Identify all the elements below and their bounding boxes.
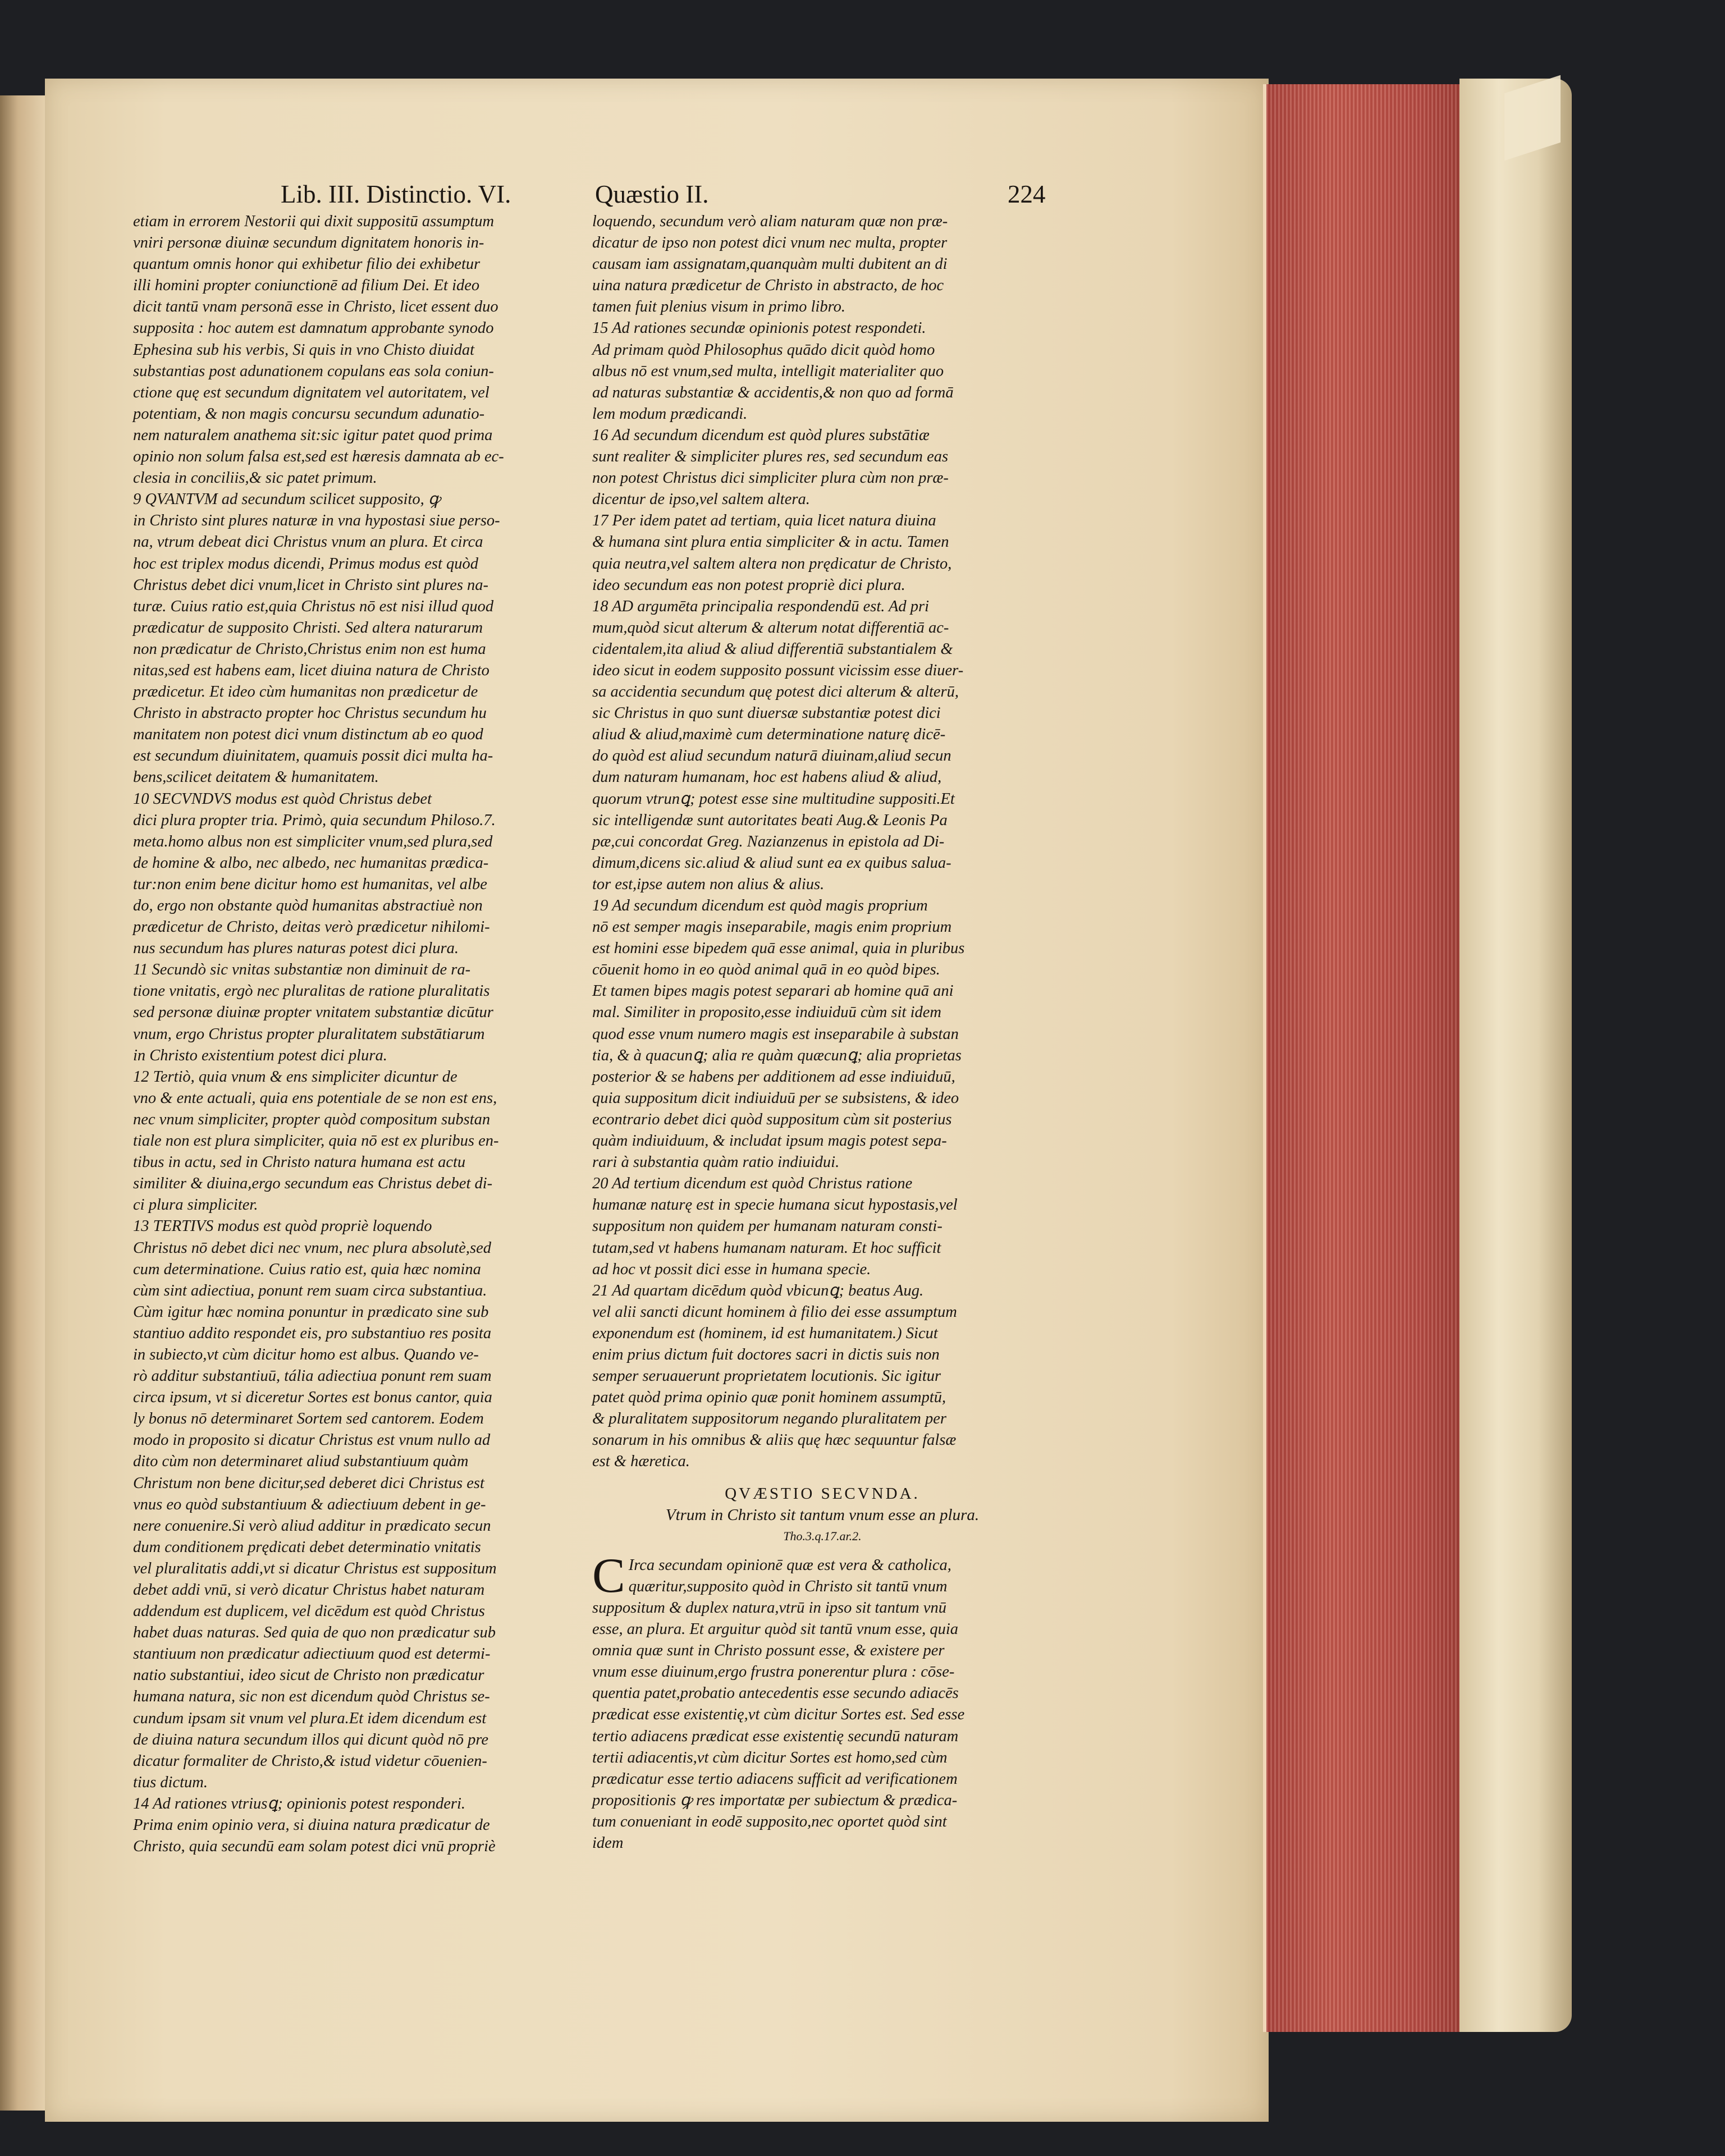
text-line: humanæ naturę est in specie humana sicut hypostasis,vel <box>592 1196 958 1214</box>
text-line: prædicatur de supposito Christi. Sed altera naturarum <box>133 619 483 637</box>
text-line: pæ,cui concordat Greg. Nazianzenus in epistola ad Di- <box>592 832 945 850</box>
text-line: vniri personæ diuinæ secundum dignitatem honoris in- <box>133 234 484 252</box>
left-column <box>133 211 585 1857</box>
text-line: meta.homo albus non est simpliciter vnum,sed plura,sed <box>133 832 493 850</box>
text-line: tertio adiacens prædicat esse existentię secundū naturam <box>592 1727 959 1745</box>
text-line: enim prius dictum fuit doctores sacri in dictis suis non <box>592 1345 940 1363</box>
text-line: dum conditionem prędicati debet determinatio vnitatis <box>133 1538 481 1556</box>
text-line: 12 Tertiò, quia vnum & ens simpliciter dicuntur de <box>133 1068 457 1086</box>
text-line: prædicetur. Et ideo cùm humanitas non prædicetur de <box>133 683 478 701</box>
text-line: ideo sicut in eodem supposito possunt vicissim esse diuer- <box>592 661 964 679</box>
running-head-left: Lib. III. Distinctio. VI. <box>281 180 511 208</box>
text-line: econtrario debet dici quòd suppositum cùm sit posterius <box>592 1110 952 1128</box>
text-line: quàm indiuiduum, & includat ipsum magis potest sepa- <box>592 1132 947 1150</box>
text-line: prædicat esse existentię,vt cùm dicitur Sortes est. Sed esse <box>592 1706 965 1724</box>
text-line: humana natura, sic non est dicendum quòd Christus se- <box>133 1688 490 1706</box>
text-line: cum determinatione. Cuius ratio est, quia hæc nomina <box>133 1260 481 1278</box>
text-line: de diuina natura secundum illos qui dicunt quòd nō pre <box>133 1731 489 1748</box>
text-line: ly bonus nō determinaret Sortem sed cantorem. Eodem <box>133 1410 484 1428</box>
text-line: de homine & albo, nec albedo, nec humanitas prædica- <box>133 854 489 872</box>
text-line: nitas,sed est habens eam, licet diuina natura de Christo <box>133 661 489 679</box>
text-line: 20 Ad tertium dicendum est quòd Christus ratione <box>592 1175 913 1193</box>
text-line: 19 Ad secundum dicendum est quòd magis proprium <box>592 897 928 914</box>
text-line: nec vnum simpliciter, propter quòd compositum substan <box>133 1110 491 1128</box>
text-line: idem <box>592 1834 624 1852</box>
text-line: Christus debet dici vnum,licet in Christo sint plures na- <box>133 576 489 594</box>
text-line: ad naturas substantiæ & accidentis,& non quo ad formā <box>592 383 954 401</box>
text-line: propositionis ꝙ res importatæ per subiectum & prædica- <box>592 1791 958 1809</box>
text-line: 14 Ad rationes vtriusꝗ; opinionis potest responderi. <box>133 1795 466 1812</box>
text-line: omnia quæ sunt in Christo possunt esse, & existere per <box>592 1642 945 1660</box>
text-line: 9 QVANTVM ad secundum scilicet supposito, ꝙ <box>133 491 441 509</box>
text-line: 17 Per idem patet ad tertiam, quia licet natura diuina <box>592 512 936 530</box>
text-line: Prima enim opinio vera, si diuina natura prædicatur de <box>133 1816 490 1834</box>
text-line: sonarum in his omnibus & aliis quę hæc sequuntur falsæ <box>592 1431 957 1449</box>
text-line: dito cùm non determinaret aliud substantiuum quàm <box>133 1453 469 1471</box>
text-line: potentiam, & non magis concursu secundum adunatio- <box>133 405 485 423</box>
text-line: & pluralitatem suppositorum negando pluralitatem per <box>592 1410 946 1428</box>
text-line: nem naturalem anathema sit:sic igitur patet quod prima <box>133 426 493 444</box>
text-line: rò additur substantiuū, tália adiectiua ponunt rem suam <box>133 1367 492 1385</box>
text-line: sic intelligendæ sunt autoritates beati Aug.& Leonis Pa <box>592 811 948 829</box>
text-line: in Christo sint plures naturæ in vna hypostasi siue perso- <box>133 512 500 530</box>
text-line: hoc est triplex modus dicendi, Primus modus est quòd <box>133 555 479 573</box>
text-line: stantiuum non prædicatur adiectiuum quod est determi- <box>133 1645 491 1663</box>
text-line: tibus in actu, sed in Christo natura humana est actu <box>133 1153 466 1171</box>
text-line: dicatur de ipso non potest dici vnum nec multa, propter <box>592 234 948 252</box>
text-line: Irca secundam opinionē quæ est vera & catholica, <box>628 1556 951 1574</box>
text-line: do quòd est aliud secundum naturā diuinam,aliud secun <box>592 747 951 765</box>
text-line: sed personæ diuinæ propter vnitatem substantiæ dicūtur <box>133 1004 493 1022</box>
text-line: debet addi vnū, si verò dicatur Christus habet naturam <box>133 1581 485 1599</box>
right-column <box>592 211 1053 1854</box>
text-line: dici plura propter tria. Primò, quia secundum Philoso.7. <box>133 811 496 829</box>
text-line: 10 SECVNDVS modus est quòd Christus debet <box>133 790 432 808</box>
text-line: patet quòd prima opinio quæ ponit hominem assumptū, <box>592 1389 946 1407</box>
text-line: sunt realiter & simpliciter plures res, sed secundum eas <box>592 448 949 466</box>
text-line: Christus nō debet dici nec vnum, nec plura absolutè,sed <box>133 1239 491 1257</box>
text-line: vnus eo quòd substantiuum & adiectiuum debent in ge- <box>133 1495 486 1513</box>
question-title: QVÆSTIO SECVNDA. <box>725 1484 920 1503</box>
text-line: sa accidentia secundum quę potest dici alterum & alterū, <box>592 683 959 701</box>
text-line: 16 Ad secundum dicendum est quòd plures substātiæ <box>592 426 930 444</box>
text-line: dimum,dicens sic.aliud & aliud sunt ea ex quibus salua- <box>592 854 951 872</box>
text-line: prædicatur esse tertio adiacens sufficit ad verificationem <box>592 1770 958 1788</box>
text-line: Christum non bene dicitur,sed deberet dici Christus est <box>133 1474 484 1492</box>
text-line: Christo, quia secundū eam solam potest dici vnū propriè <box>133 1838 496 1856</box>
text-line: addendum est duplicem, vel dicēdum est quòd Christus <box>133 1603 485 1621</box>
text-line: cōuenit homo in eo quòd animal quā in eo quòd bipes. <box>592 961 940 979</box>
text-line: supposita : hoc autem est damnatum approbante synodo <box>133 319 494 337</box>
text-line: non prædicatur de Christo,Christus enim non est huma <box>133 640 486 658</box>
right-column-bottom <box>592 1548 1053 1854</box>
text-line: semper seruauerunt proprietatem locutionis. Sic igitur <box>592 1367 941 1385</box>
text-line: cundum ipsam sit vnum vel plura.Et idem dicendum est <box>133 1709 487 1727</box>
text-line: loquendo, secundum verò aliam naturam quæ non præ- <box>592 213 948 230</box>
text-line: in Christo existentium potest dici plura. <box>133 1046 387 1064</box>
text-line: circa ipsum, vt si diceretur Sortes est bonus cantor, quia <box>133 1389 492 1407</box>
text-line: est secundum diuinitatem, quamuis possit dici multa ha- <box>133 747 493 765</box>
text-line: stantiuo addito respondet eis, pro substantiuo res posita <box>133 1324 492 1342</box>
text-line: modo in proposito si dicatur Christus est vnum nullo ad <box>133 1431 491 1449</box>
text-line: dum naturam humanam, hoc est habens aliud & aliud, <box>592 768 942 786</box>
text-line: quorum vtrunꝗ; potest esse sine multitudine suppositi.Et <box>592 790 955 808</box>
text-line: Ephesina sub his verbis, Si quis in vno Chisto diuidat <box>133 341 475 359</box>
text-line: aliud & aliud,maximè cum determinatione naturę dicē- <box>592 726 946 744</box>
text-line: in subiecto,vt cùm dicitur homo est albus. Quando ve- <box>133 1345 479 1363</box>
text-line: esse, an plura. Et arguitur quòd sit tantū vnum esse, quia <box>592 1621 959 1638</box>
text-line: est & hæretica. <box>592 1453 690 1471</box>
text-line: dicatur formaliter de Christo,& istud videtur cōuenien- <box>133 1752 487 1770</box>
text-line: quæritur,supposito quòd in Christo sit tantū vnum <box>628 1577 948 1595</box>
text-line: tia, & à quacunꝗ; alia re quàm quæcunꝗ; alia proprietas <box>592 1046 962 1064</box>
text-line: tamen fuit plenius visum in primo libro. <box>592 298 845 316</box>
text-line: vnum esse diuinum,ergo frustra ponerentur plura : cōse- <box>592 1663 955 1681</box>
right-column-top <box>592 211 1053 1473</box>
text-line: exponendum est (hominem, id est humanitatem.) Sicut <box>592 1324 938 1342</box>
text-line: 21 Ad quartam dicēdum quòd vbicunꝗ; beatus Aug. <box>592 1281 924 1299</box>
text-line: do, ergo non obstante quòd humanitas abstractiuè non <box>133 897 483 914</box>
text-line: vel pluralitatis addi,vt si dicatur Christus est suppositum <box>133 1559 497 1577</box>
text-line: mal. Similiter in proposito,esse indiuiduū cùm sit idem <box>592 1004 941 1022</box>
text-line: posterior & se habens per additionem ad esse indiuiduū, <box>592 1068 955 1086</box>
text-line: tertii adiacentis,vt cùm dicitur Sortes est homo,sed cùm <box>592 1748 948 1766</box>
text-line: nō est semper magis inseparabile, magis enim proprium <box>592 918 952 936</box>
text-line: vnum, ergo Christus propter pluralitatem substātiarum <box>133 1025 485 1043</box>
text-line: 15 Ad rationes secundæ opinionis potest respondeti. <box>592 319 926 337</box>
question-reference: Tho.3.q.17.ar.2. <box>783 1528 862 1543</box>
text-line: non potest Christus dici simpliciter plura cùm non præ- <box>592 469 949 487</box>
text-line: tiale non est plura simpliciter, quia nō est ex pluribus en- <box>133 1132 499 1150</box>
text-line: quia neutra,vel saltem altera non prędicatur de Christo, <box>592 555 952 573</box>
text-line: tum conueniant in eodē supposito,nec oportet quòd sint <box>592 1812 947 1830</box>
text-line: tur:non enim bene dicitur homo est humanitas, vel albe <box>133 875 487 893</box>
text-line: dicentur de ipso,vel saltem altera. <box>592 491 810 509</box>
text-line: & humana sint plura entia simpliciter & in actu. Tamen <box>592 533 949 551</box>
text-line: opinio non solum falsa est,sed est hæresis damnata ab ec- <box>133 448 504 466</box>
text-line: vel alii sancti dicunt hominem à filio dei esse assumptum <box>592 1303 957 1321</box>
text-line: illi homini propter coniunctionē ad filium Dei. Et ideo <box>133 277 480 295</box>
text-line: habet duas naturas. Sed quia de quo non prædicatur sub <box>133 1624 496 1642</box>
text-line: quantum omnis honor qui exhibetur filio dei exhibetur <box>133 255 481 273</box>
text-line: quentia patet,probatio antecedentis esse secundo adiacēs <box>592 1684 959 1702</box>
text-line: tione vnitatis, ergò nec pluralitas de ratione pluralitatis <box>133 982 490 1000</box>
text-line: ideo secundum eas non potest propriè dici plura. <box>592 576 905 594</box>
text-line: prædicetur de Christo, deitas verò prædicetur nihilomi- <box>133 918 490 936</box>
text-line: 18 AD argumēta principalia respondendū est. Ad pri <box>592 597 930 615</box>
running-head-right: Quæstio II. <box>595 180 709 208</box>
text-line: clesia in conciliis,& sic patet primum. <box>133 469 377 487</box>
text-line: uina natura prædicetur de Christo in abstracto, de hoc <box>592 277 944 295</box>
text-line: Cùm igitur hæc nomina ponuntur in prædicato sine sub <box>133 1303 489 1321</box>
text-line: lem modum prædicandi. <box>592 405 748 423</box>
text-line: similiter & diuina,ergo secundum eas Christus debet di- <box>133 1175 493 1193</box>
text-line: albus nō est vnum,sed multa, intelligit materialiter quo <box>592 362 944 380</box>
text-line: mum,quòd sicut alterum & alterum notat differentiā ac- <box>592 619 949 637</box>
folio-number: 224 <box>1008 180 1046 208</box>
text-line: bens,scilicet deitatem & humanitatem. <box>133 768 379 786</box>
text-line: est homini esse bipedem quā esse animal, quia in pluribus <box>592 940 965 958</box>
text-line: nere conuenire.Si verò aliud additur in prædicato secun <box>133 1517 491 1535</box>
text-line: dicit tantū vnam personā esse in Christo, licet essent duo <box>133 298 498 316</box>
text-line: natio substantiui, ideo sicut de Christo non prædicatur <box>133 1667 484 1684</box>
text-line: quia suppositum dicit indiuiduū per se subsistens, & ideo <box>592 1089 959 1107</box>
text-line: 11 Secundò sic vnitas substantiæ non diminuit de ra- <box>133 961 471 979</box>
text-line: Ad primam quòd Philosophus quādo dicit quòd homo <box>592 341 935 359</box>
text-line: causam iam assignatam,quanquàm multi dubitent an di <box>592 255 948 273</box>
text-line: suppositum non quidem per humanam naturam consti- <box>592 1217 942 1235</box>
question-subtitle: Vtrum in Christo sit tantum vnum esse an plura. <box>665 1505 980 1524</box>
text-line: Christo in abstracto propter hoc Christus secundum hu <box>133 704 487 722</box>
text-line: Et tamen bipes magis potest separari ab homine quā ani <box>592 982 954 1000</box>
text-line: nus secundum has plures naturas potest dici plura. <box>133 940 459 958</box>
text-line: tutam,sed vt habens humanam naturam. Et hoc sufficit <box>592 1239 941 1257</box>
text-line: tor est,ipse autem non alius & alius. <box>592 875 825 893</box>
text-line: ad hoc vt possit dici esse in humana specie. <box>592 1260 871 1278</box>
text-line: manitatem non potest dici vnum distinctum ab eo quod <box>133 726 483 744</box>
text-line: substantias post adunationem copulans eas sola coniun- <box>133 362 494 380</box>
text-line: rari à substantia quàm ratio indiuidui. <box>592 1153 840 1171</box>
text-line: tius dictum. <box>133 1773 208 1791</box>
text-line: vno & ente actuali, quia ens potentiale de se non est ens, <box>133 1089 497 1107</box>
text-line: etiam in errorem Nestorii qui dixit suppositū assumptum <box>133 213 495 230</box>
text-line: sic Christus in quo sunt diuersæ substantiæ potest dici <box>592 704 941 722</box>
text-line: cidentalem,ita aliud & aliud differentiā substantialem & <box>592 640 953 658</box>
text-line: turæ. Cuius ratio est,quia Christus nō est nisi illud quod <box>133 597 494 615</box>
text-line: 13 TERTIVS modus est quòd propriè loquendo <box>133 1217 432 1235</box>
drop-cap: C <box>592 1548 625 1603</box>
text-line: quod esse vnum numero magis est inseparabile à substan <box>592 1025 959 1043</box>
text-line: suppositum & duplex natura,vtrū in ipso sit tantum vnū <box>592 1599 946 1617</box>
text-line: ci plura simpliciter. <box>133 1196 258 1214</box>
text-line: cùm sint adiectiua, ponunt rem suam circa substantiua. <box>133 1281 487 1299</box>
text-line: na, vtrum debeat dici Christus vnum an plura. Et circa <box>133 533 483 551</box>
text-line: ctione quę est secundum dignitatem vel autoritatem, vel <box>133 383 489 401</box>
